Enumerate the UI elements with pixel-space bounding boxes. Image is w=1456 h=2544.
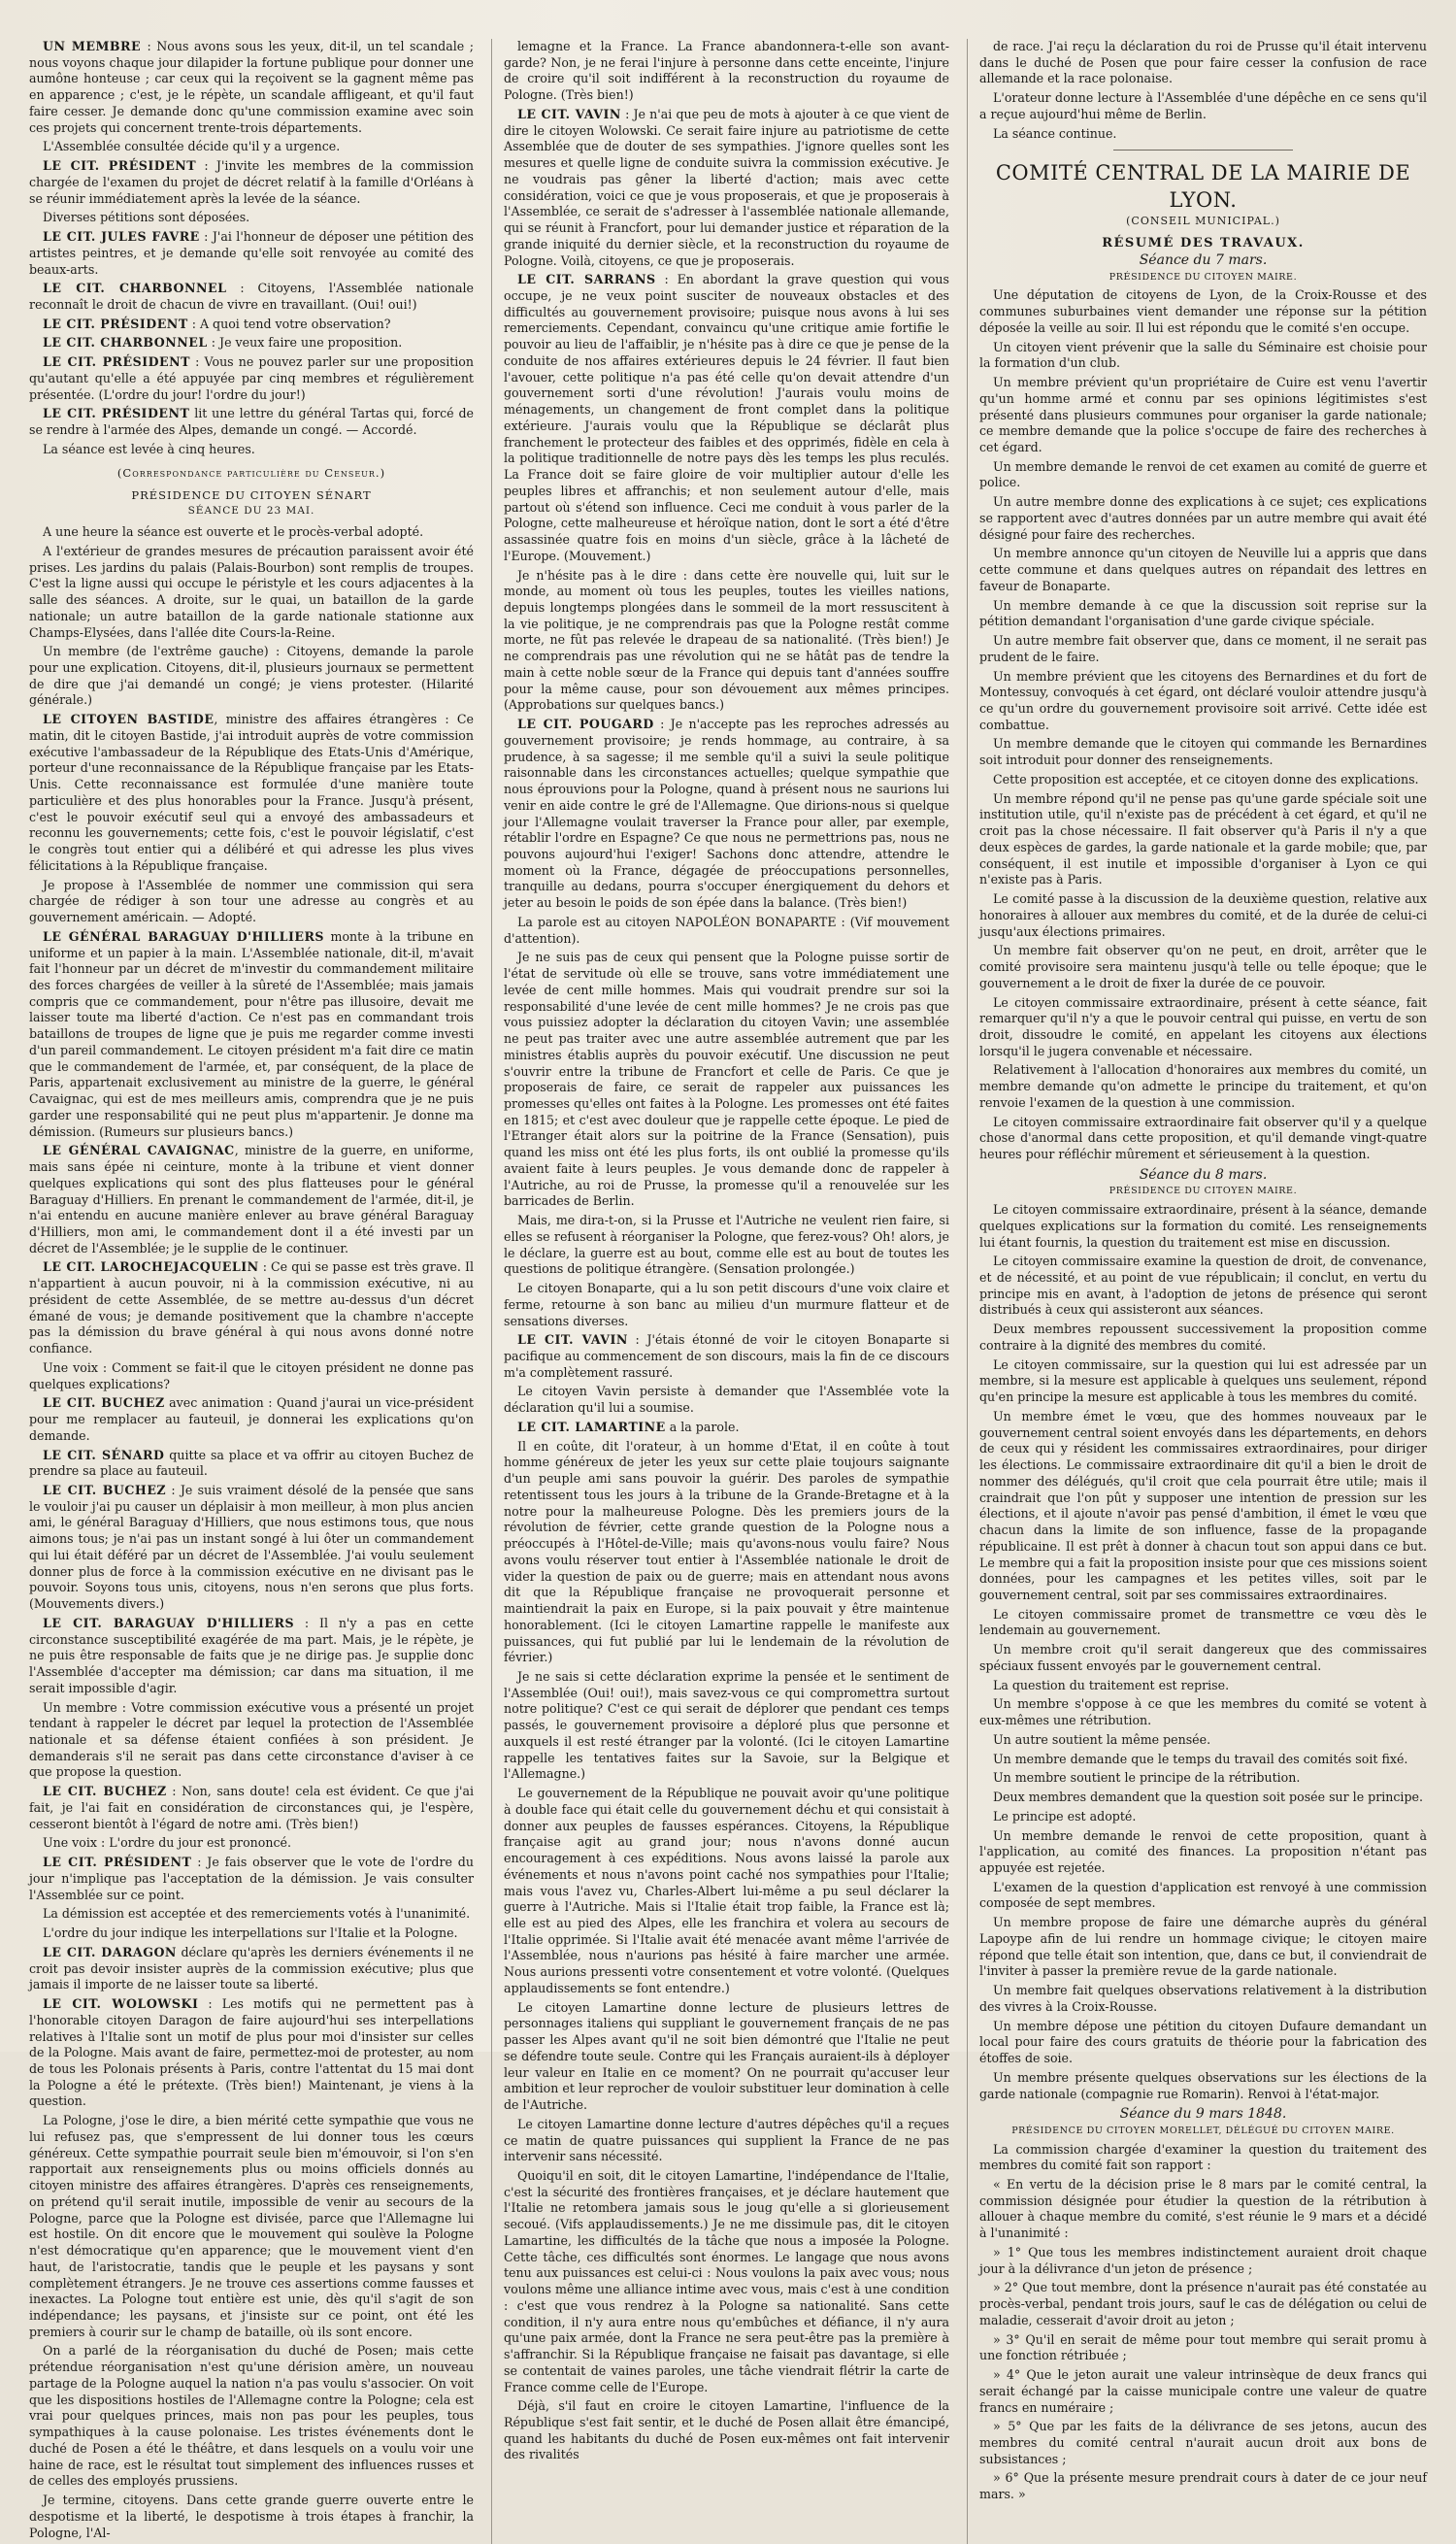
paragraph: La Pologne, j'ose le dire, a bien mérité cette sympathie que vous ne lui refusez pas, que s'empressent de lui donner tous les cœurs généreux. Cette sympathie pourrait seule bien m'émouvoir, si l'on s'en rapportait aux renseignements plus ou moins officiels donnés au citoyen ministre des affaires étrangères. D'après ces renseignements, on prétend qu'il serait inutile, impossible de venir au secours de la Pologne, parce que la Pologne est divisée, parce que l'Allemagne lui est hostile. On dit encore que le mouvement qui soulève la Pologne n'est démocratique qu'en apparence; que le mouvement vient d'en haut, de l'aristocratie, tandis que le peuple et les paysans y sont complètement étrangers. Je ne trouve ces assertions comme fausses et inexactes. La Pologne tout entière est unie, dès qu'il s'agit de son indépendance; les paysans, et j'insiste sur ce point, ont été les premiers à courir sur le champ de bataille, où ils sont encore. (29, 2113, 474, 2339)
paragraph: lemagne et la France. La France abandonnera-t-elle son avant-garde? Non, je ne ferai l'injure à personne dans cette enceinte, l'injure de croire qu'il soit indifférent à la reconstruction du royaume de Pologne. (Très bien!) (504, 39, 949, 103)
paragraph: Le citoyen commissaire, sur la question qui lui est adressée par un membre, si la mesure est applicable à quelques uns seulement, répond qu'en principe la mesure est applicable à tous les membres du comité. (979, 1356, 1427, 1405)
col3-body3-paragraphs (979, 2142, 1427, 2503)
paragraph: Un membre (de l'extrême gauche) : Citoyens, demande la parole pour une explication. Citoyens, dit-il, plusieurs journaux se permettent de dire que j'ai demandé un congé; je viens protester. (Hilarité générale.) (29, 644, 474, 708)
resume-heading: RÉSUMÉ DES TRAVAUX. (1102, 235, 1305, 251)
paragraph: Un membre prévient que les citoyens des Bernardines et du fort de Montessuy, convoqués à cet égard, ont déclaré vouloir attendre jusqu'à ce qu'un ordre du gouvernement provisoire soit arrivé. Cette idée est combattue. (979, 668, 1427, 732)
paragraph: LE CIT. POUGARD : Je n'accepte pas les reproches adressés au gouvernement provisoire; je rends hommage, au contraire, à sa prudence, à sa sagesse; il me semble qu'il a suivi la seule politique raisonnable dans les circonstances actuelles; quelque sympathie que nous éprouvions pour la Pologne, quand à présent nous ne saurions lui venir en aide contre le gré de l'Allemagne. Que dirions-nous si quelque jour l'Allemagne voulait traverser la France pour aller, par exemple, rétablir l'ordre en Espagne? Ce que nous ne permettrions pas, nous ne pouvons aujourd'hui l'exiger! Sachons donc attendre, attendre le moment où la France, dégagée de préoccupations personnelles, tranquille au dedans, pourra s'occuper énergiquement du dehors et jeter au besoin le poids de son épée dans la balance. (Très bien!) (504, 717, 949, 911)
col3-top-paragraphs (979, 39, 1427, 142)
paragraph: Un membre demande que le citoyen qui commande les Bernardines soit introduit pour donner des renseignements. (979, 736, 1427, 768)
paragraph: L'Assemblée consultée décide qu'il y a urgence. (43, 139, 341, 154)
speaker-name: LE CIT. CHARBONNEL (43, 281, 227, 296)
paragraph: » 6° Que la présente mesure prendrait cours à dater de ce jour neuf mars. » (979, 2470, 1427, 2502)
paragraph: Le citoyen commissaire promet de transmettre ce vœu dès le lendemain au gouvernement. (979, 1606, 1427, 1638)
speaker-name: LE CIT. PRÉSIDENT (43, 354, 190, 370)
comite-title: COMITÉ CENTRAL DE LA MAIRIE DE LYON. (995, 161, 1411, 213)
paragraph: La question du traitement est reprise. (993, 1677, 1230, 1692)
paragraph: Le principe est adopté. (993, 1808, 1137, 1824)
paragraph: LE CIT. JULES FAVRE : J'ai l'honneur de déposer une pétition des artistes peintres, et je demande qu'elle soit renvoyée au comité des beaux-arts. (29, 229, 474, 277)
paragraph: Un autre soutient la même pensée. (993, 1731, 1211, 1747)
paragraph: LE CIT. SARRANS : En abordant la grave question qui vous occupe, je ne veux point susciter de nouveaux obstacles et des difficultés au gouvernement provisoire; puisque nous avons à lui ses remerciements. Cependant, convaincu qu'une critique amie fortifie le pouvoir au lieu de l'affaiblir, je n'hésite pas à dire ce que je pense de la conduite de nos affaires extérieures depuis le 24 février. Il faut bien l'avouer, cette politique n'a pas été celle qu'on devait attendre d'un gouvernement sorti d'une révolution! J'aurais voulu moins de ménagements, un changement de front complet dans la politique extérieure. J'aurais voulu que la République se déclarât plus franchement le protecteur des faibles et des opprimés, fidèle en cela à la politique traditionnelle de notre pays dès les temps les plus reculés. La France doit se faire gloire de voir multiplier autour d'elle les peuples libres et affranchis; et non seulement autour d'elle, mais partout où s'étend son influence. Ceci me conduit à vous parler de la Pologne, cette malheureuse et héroïque nation, dont le sort a été d'être assassinée quatre fois en moins d'un siècle, grâce à la lâcheté de l'Europe. (Mouvement.) (504, 272, 949, 563)
col2-body-paragraphs (504, 39, 949, 2463)
paragraph: L'orateur donne lecture à l'Assemblée d'une dépêche en ce sens qu'il a reçue aujourd'hui même de Berlin. (979, 90, 1427, 121)
speaker-name: LE CIT. BUCHEZ (43, 1784, 167, 1799)
paragraph: A une heure la séance est ouverte et le procès-verbal adopté. (43, 524, 424, 540)
speaker-name: LE CIT. POUGARD (517, 717, 654, 732)
speaker-name: LE CIT. CHARBONNEL (43, 335, 208, 351)
paragraph: Un membre demande à ce que la discussion soit reprise sur la pétition demandant l'organisation d'une garde civique spéciale. (979, 597, 1427, 629)
paragraph: LE CIT. PRÉSIDENT : Je fais observer que le vote de l'ordre du jour n'implique pas l'acceptation de la démission. Je vais consulter l'Assemblée sur ce point. (29, 1855, 474, 1902)
speaker-name: LE CIT. SARRANS (517, 272, 656, 287)
speaker-name: LE CIT. BUCHEZ (43, 1483, 167, 1497)
paragraph: » 5° Que par les faits de la délivrance de ses jetons, aucun des membres du comité central n'aurait aucun droit aux bons de subsistances ; (979, 2419, 1427, 2466)
paragraph: » 2° Que tout membre, dont la présence n'aurait pas été constatée au procès-verbal, pendant trois jours, sauf le cas de délégation ou celui de maladie, cesserait d'avoir droit au jeton ; (979, 2280, 1427, 2327)
paragraph: La séance est levée à cinq heures. (43, 441, 255, 456)
paragraph: LE CIT. PRÉSIDENT lit une lettre du général Tartas qui, forcé de se rendre à l'armée des Alpes, demande un congé. — Accordé. (29, 406, 474, 438)
paragraph: Une voix : Comment se fait-il que le citoyen président ne donne pas quelques explications? (29, 1359, 474, 1391)
paragraph: Le citoyen commissaire extraordinaire, présent à la séance, demande quelques explications sur la formation du comité. Les renseignements lui étant fournis, la question du traitement est mise en discussion. (979, 1202, 1427, 1250)
paragraph: Une députation de citoyens de Lyon, de la Croix-Rousse et des communes suburbaines vient demander une réponse sur la pétition déposée la veille au soir. Il lui est répondu que le comité s'en occupe. (979, 287, 1427, 335)
paragraph: Je ne sais si cette déclaration exprime la pensée et le sentiment de l'Assemblée (Oui! oui!), mais savez-vous ce qui compromettra surtout notre politique? C'est ce qui serait de déplorer que pendant ces temps passés, le gouvernement provisoire a déploré plus que personne et auxquels il est resté étranger par la volonté. (Ici le citoyen Lamartine rappelle les tentatives faites sur la Savoie, sur la Belgique et l'Allemagne.) (504, 1668, 949, 1782)
paragraph: Le citoyen Bonaparte, qui a lu son petit discours d'une voix claire et ferme, retourne à son banc au milieu d'un murmure flatteur et de sensations diverses. (504, 1281, 949, 1328)
paragraph: Un autre membre donne des explications à ce sujet; ces explications se rapportent avec d'autres données par un autre membre qui avait été désigné pour faire des recherches. (979, 494, 1427, 542)
paragraph: LE CIT. BARAGUAY D'HILLIERS : Il n'y a pas en cette circonstance susceptibilité exagérée de ma part. Mais, je le répète, je ne puis être responsable de faits que je ne dirige pas. Je supplie donc l'Assemblée d'accepter ma démission; car dans ma situation, il me serait impossible d'agir. (29, 1615, 474, 1695)
paragraph: Un membre demande le renvoi de cet examen au comité de guerre et police. (979, 458, 1427, 490)
speaker-name: LE GÉNÉRAL BARAGUAY D'HILLIERS (43, 928, 325, 944)
paragraph: Le comité passe à la discussion de la deuxième question, relative aux honoraires à allouer aux membres du comité, et de la durée de celui-ci jusqu'aux élections primaires. (979, 891, 1427, 939)
speaker-name: LE GÉNÉRAL CAVAIGNAC (43, 1143, 235, 1158)
presidence-heading: PRÉSIDENCE DU CITOYEN SÉNART (131, 487, 372, 502)
paragraph: Un membre demande le renvoi de cette proposition, quant à l'application, au comité des finances. La proposition n'étant pas appuyée est rejetée. (979, 1827, 1427, 1875)
paragraph: Mais, me dira-t-on, si la Prusse et l'Autriche ne veulent rien faire, si elles se refusent à réorganiser la Pologne, que ferez-vous? Oh! alors, je le déclare, la guerre est au bout, comme elle est au bout de toutes les questions de politique étrangère. (Sensation prolongée.) (504, 1213, 949, 1277)
paragraph: Un membre demande que le temps du travail des comités soit fixé. (993, 1751, 1408, 1766)
paragraph: Je propose à l'Assemblée de nommer une commission qui sera chargée de rédiger à son tour une adresse au congrès et au gouvernement américain. — Adopté. (29, 877, 474, 925)
paragraph: On a parlé de la réorganisation du duché de Posen; mais cette prétendue réorganisation n'est qu'une dérision amère, un nouveau partage de la Pologne auquel la nation n'a pas voulu s'associer. On voit que les dispositions hostiles de l'Allemagne contre la Pologne; cela est vrai pour quelques princes, mais non pas pour les peuples, tous sympathiques à la cause polonaise. Les tristes événements dont le duché de Posen a été le théâtre, et dans lesquels on a voulu voir une haine de race, est le résultat tout simplement des influences russes et de celles des employés prussiens. (29, 2343, 474, 2489)
speaker-name: LE CIT. PRÉSIDENT (43, 158, 197, 174)
paragraph: Un membre soutient le principe de la rétribution. (993, 1770, 1301, 1786)
paragraph: de race. J'ai reçu la déclaration du roi de Prusse qu'il était intervenu dans le duché de Posen que pour faire cesser la confusion de race allemande et la race polonaise. (979, 39, 1427, 86)
paragraph: Je ne suis pas de ceux qui pensent que la Pologne puisse sortir de l'état de servitude où elle se trouve, sans votre immédiatement une levée de cent mille hommes. Mais qui voudrait prendre sur soi la responsabilité d'une levée de cent mille hommes? Je ne crois pas que vous puissiez adopter la déclaration du citoyen Vavin; une assemblée ne peut pas traiter avec une autre assemblée autrement que par les ministres établis auprès du pouvoir exécutif. Une discussion ne peut s'ouvrir entre la tribune de Francfort et celle de Paris. Ce que je proposerais de faire, ce serait de rappeler aux puissances les promesses qu'elles ont faites à la Pologne. Les promesses ont été faites en 1815; et c'est avec douleur que je rappelle cette époque. Le pied de l'Etranger était alors sur la poitrine de la France (Sensation), puis quand les miss ont été les plus forts, ils ont oublié la promesse qu'ils avaient faite à leurs peuples. Je vous demande donc de rappeler à l'Autriche, au roi de Prusse, la promesse qu'il a renouvelée sur les barricades de Berlin. (504, 950, 949, 1209)
paragraph: Déjà, s'il faut en croire le citoyen Lamartine, l'influence de la République s'est fait sentir, et le duché de Posen allait être émancipé, quand les habitants du duché de Posen eux-mêmes ont fait intervenir des rivalités (504, 2398, 949, 2462)
paragraph: Le citoyen commissaire extraordinaire fait observer qu'il y a quelque chose d'anormal dans cette proposition, et qu'il demande vingt-quatre heures pour réfléchir mûrement et sérieusement à la question. (979, 1114, 1427, 1162)
speaker-name: UN MEMBRE (43, 39, 148, 53)
paragraph: LE CITOYEN BASTIDE, ministre des affaires étrangères : Ce matin, dit le citoyen Bastide, j'ai introduit auprès de votre commission exécutive l'ambassadeur de la République des Etats-Unis d'Amérique, porteur d'une reconnaissance de la République française par les Etats-Unis. Cette reconnaissance est formulée d'une manière toute particulière et des plus honorables pour la France. Jusqu'à présent, c'est le pouvoir exécutif seul qui a envoyé des ambassadeurs et reconnu les gouvernements; cette fois, c'est le pouvoir législatif, c'est le congrès tout entier qui a délibéré et qui adresse les plus vives félicitations à la République française. (29, 712, 475, 873)
paragraph: Un membre s'oppose à ce que les membres du comité se votent à eux-mêmes une rétribution. (979, 1696, 1427, 1728)
col1-top-paragraphs (29, 39, 474, 458)
paragraph: LE CIT. VAVIN : J'étais étonné de voir le citoyen Bonaparte si pacifique au commencement de son discours, mais la fin de ce discours m'a complètement rassuré. (504, 1332, 949, 1380)
paragraph: La démission est acceptée et des remerciements votés à l'unanimité. (43, 1906, 471, 1922)
paragraph: Je n'hésite pas à le dire : dans cette ère nouvelle qui, luit sur le monde, au moment où tous les peuples, toutes les vieilles nations, depuis longtemps plongées dans le sommeil de la mort ressuscitent à la vie politique, je ne comprendrais pas que la Pologne restât comme morte, ne fût pas relevée le drapeau de sa nationalité. (Très bien!) Je ne comprendrais pas une révolution qui ne se hâtât pas de tendre la main à cette noble sœur de la France qui depuis tant d'années souffre pour la même cause, pour son dévouement aux mêmes principes. (Approbations sur quelques bancs.) (504, 567, 949, 713)
paragraph: Le citoyen Lamartine donne lecture d'autres dépêches qu'il a reçues ce matin de quatre puissances qui supplient la France de ne pas intervenir sans nécessité. (504, 2116, 949, 2164)
paragraph: A l'extérieur de grandes mesures de précaution paraissent avoir été prises. Les jardins du palais (Palais-Bourbon) sont remplis de troupes. C'est la ligne aussi qui occupe le péristyle et les cours adjacentes à la salle des séances. A droite, sur le quai, un bataillon de la garde nationale; un autre bataillon de la garde nationale stationne aux Champs-Elysées, dans l'allée dite Cours-la-Reine. (29, 543, 474, 640)
speaker-name: LE CIT. VAVIN (517, 106, 621, 121)
paragraph: L'ordre du jour indique les interpellations sur l'Italie et la Pologne. (43, 1925, 458, 1941)
paragraph: Un membre prévient qu'un propriétaire de Cuire est venu l'avertir qu'un homme armé et connu par ses opinions légitimistes s'est présenté dans plusieurs communes pour organiser la garde nationale; ce membre demande que la police s'occupe de faire des recherches à cet égard. (979, 375, 1427, 454)
paragraph: LE CIT. DARAGON déclare qu'après les derniers événements il ne croit pas devoir insister auprès de la commission exécutive; plus que jamais il importe de ne laisser toute sa liberté. (29, 1944, 475, 1992)
paragraph: Il en coûte, dit l'orateur, à un homme d'Etat, il en coûte à tout homme généreux de jeter les yeux sur cette plaie toujours saignante d'un peuple ami sans pouvoir la guérir. Des paroles de sympathie retentissent tous les jours à la tribune de la Grande-Bretagne et à la notre pour la malheureuse Pologne. Dès les premiers jours de la révolution de février, cette grande question de la Pologne nous a préoccupés à l'Hôtel-de-Ville; mais qu'avons-nous voulu faire? Nous avons voulu réserver tout entier à l'Assemblée nationale le droit de vider la question de paix ou de guerre; mais en attendant nous avons dit que la République française ne provoquerait personne et maintiendrait la paix en Europe, si la paix pouvait y être maintenue honorablement. (Ici le citoyen Lamartine rappelle le manifeste aux puissances, qui fut publié par lui le lendemain de la révolution de février.) (504, 1438, 949, 1665)
paragraph: LE CIT. SÉNARD quitte sa place et va offrir au citoyen Buchez de prendre sa place au fauteuil. (29, 1447, 474, 1479)
presidence-1: PRÉSIDENCE DU CITOYEN MAIRE. (1109, 271, 1298, 283)
paragraph: LE GÉNÉRAL CAVAIGNAC, ministre de la guerre, en uniforme, mais sans épée ni ceinture, monte à la tribune et vient donner quelques explications qui sont des plus flatteuses pour le général Baraguay d'Hilliers. En prenant le commandement de l'armée, dit-il, je n'ai entendu en aucune manière enlever au brave général Baraguay d'Hilliers, mon ami, le commandement dont il a été investi par un décret de l'Assemblée; je le supplie de le continuer. (29, 1143, 474, 1255)
paragraph: LE CIT. LAMARTINE a la parole. (517, 1419, 740, 1434)
paragraph: » 1° Que tous les membres indistinctement auraient droit chaque jour à la délivrance d'un jeton de présence ; (979, 2244, 1427, 2276)
seance-heading: SÉANCE DU 23 MAI. (187, 505, 315, 518)
presidence-3: PRÉSIDENCE DU CITOYEN MORELLET, DÉLÉGUÉ DU CITOYEN MAIRE. (1011, 2125, 1395, 2136)
correspondance-note: (Correspondance particulière du Censeur.) (116, 465, 386, 480)
paragraph: Le citoyen commissaire extraordinaire, présent à cette séance, fait remarquer qu'il n'y a que le pouvoir central qui puisse, en vertu de son droit, dissoudre le comité, en appelant les citoyens aux élections lorsqu'il le jugera convenable et nécessaire. (979, 994, 1427, 1058)
paragraph: LE CIT. WOLOWSKI : Les motifs qui ne permettent pas à l'honorable citoyen Daragon de faire aujourd'hui ses interpellations relatives à l'Italie sont un motif de plus pour moi d'insister sur celles de la Pologne. Mais avant de faire, permettez-moi de protester, au nom de tous les Polonais présents à Paris, contre l'attentat du 15 mai dont la Pologne a été le prétexte. (Très bien!) Maintenant, je viens à la question. (29, 1996, 474, 2109)
speaker-name: LE CIT. WOLOWSKI (43, 1996, 199, 2012)
paragraph: LE GÉNÉRAL BARAGUAY D'HILLIERS monte à la tribune en uniforme et un papier à la main. L'Assemblée nationale, dit-il, m'avait fait l'honneur par un décret de m'investir du commandement militaire des forces chargées de veiller à la sûreté de l'Assemblée; mais jamais compris que ce commandement, pour n'être pas illusoire, devait me laisser toute ma liberté d'action. Ce n'est pas en commandant trois bataillons de troupes de ligne que je puis me regarder comme investi d'un pareil commandement. Le citoyen président m'a fait dire ce matin que le commandement de l'armée, et, par conséquent, de la place de Paris, appartenait exclusivement au ministre de la guerre, le général Cavaignac, qui est de mes meilleurs amis, comprendra que je ne puis garder une responsabilité qui ne peut plus m'appartenir. Je donne ma démission. (Rumeurs sur plusieurs bancs.) (29, 928, 474, 1139)
speaker-name: LE CIT. BARAGUAY D'HILLIERS (43, 1615, 295, 1630)
paragraph: Un membre répond qu'il ne pense pas qu'une garde spéciale soit une institution utile, qu'il n'existe pas de précédent à cet égard, et qu'il ne croit pas la chose nécessaire. Il fait observer qu'à Paris il n'y a que deux espèces de gardes, la garde nationale et la garde mobile; que, par conséquent, il est inutile et impossible d'organiser à Lyon ce qui n'existe pas à Paris. (979, 790, 1427, 887)
paragraph: Le citoyen commissaire examine la question de droit, de convenance, et de nécessité, et au point de vue républicain; il conclut, en vertu du principe mis en avant, à l'adoption de jetons de présence qui seront distribués à ceux qui assisteront aux séances. (979, 1254, 1427, 1318)
paragraph: LE CIT. CHARBONNEL : Je veux faire une proposition. (43, 335, 403, 351)
paragraph: LE CIT. BUCHEZ : Non, sans doute! cela est évident. Ce que j'ai fait, je l'ai fait en considération de circonstances qui, je l'espère, cesseront bientôt à l'égard de notre ami. (Très bien!) (29, 1784, 474, 1831)
column-middle (491, 39, 949, 2544)
paragraph: Un membre dépose une pétition du citoyen Dufaure demandant un local pour faire des cours gratuits de théorie pour la fabrication des étoffes de soie. (979, 2018, 1427, 2066)
seance-date-2: Séance du 8 mars. (1139, 1166, 1268, 1183)
paragraph: Deux membres repoussent successivement la proposition comme contraire à la dignité des membres du comité. (979, 1322, 1427, 1353)
paragraph: Deux membres demandent que la question soit posée sur le principe. (993, 1790, 1423, 1805)
paragraph: Un membre croit qu'il serait dangereux que des commissaires spéciaux fussent envoyés par le gouvernement central. (979, 1642, 1427, 1673)
paragraph: Une voix : L'ordre du jour est prononcé. (43, 1835, 291, 1851)
paragraph: Un membre propose de faire une démarche auprès du général Lapoype afin de lui rendre un hommage civique; le citoyen maire répond que telle était son intention, que, dans ce but, il conviendrait de l'inviter à passer la première revue de la garde nationale. (979, 1915, 1427, 1979)
paragraph: La commission chargée d'examiner la question du traitement des membres du comité fait son rapport : (979, 2141, 1427, 2173)
paragraph: La parole est au citoyen NAPOLÉON BONAPARTE : (Vif mouvement d'attention). (504, 914, 949, 946)
paragraph: Un membre émet le vœu, que des hommes nouveaux par le gouvernement central soient envoyés dans les départements, en dehors de ceux qui y résident les commissaires extraordinaires, pour diriger les élections. Le commissaire extraordinaire dit qu'il a bien le droit de nommer des délégués, qu'il croit que cela pourrait être utile; mais il craindrait que l'on pût y supposer une intention de pression sur les élections, et il ajoute n'avoir pas pensé d'ambition, il émet le vœu que chacun dans la limite de son influence, fasse de la propagande républicaine. Il est prêt à donner à chacun tout son appui dans ce but. Le membre qui a fait la proposition insiste pour que ces missions soient données, pour les campagnes et les petites villes, soit par le gouvernement central, soit par ses commissaires extraordinaires. (979, 1408, 1427, 1602)
paragraph: Un membre : Votre commission exécutive vous a présenté un projet tendant à rappeler le décret par lequel la protection de l'Assemblée nationale et sa défense étaient confiées à son président. Je demanderais s'il ne serait pas dans cette circonstance d'aviser à ce que propose la question. (29, 1699, 474, 1780)
paragraph: Un autre membre fait observer que, dans ce moment, il ne serait pas prudent de le faire. (979, 633, 1427, 664)
speaker-name: LE CITOYEN BASTIDE (43, 712, 215, 727)
paragraph: LE CIT. BUCHEZ avec animation : Quand j'aurai un vice-président pour me remplacer au fauteuil, je donnerai les explications qu'on demande. (29, 1395, 474, 1443)
seance-date-1: Séance du 7 mars. (1139, 252, 1268, 269)
paragraph: Un membre fait observer qu'on ne peut, en droit, arrêter que le comité provisoire sera maintenu jusqu'à telle ou telle époque; que le gouvernement a le droit de fixer la durée de ce pouvoir. (979, 943, 1427, 990)
column-left (29, 39, 474, 2544)
paragraph: Un membre annonce qu'un citoyen de Neuville lui a appris que dans cette commune et dans quelques autres on répandait des lettres en faveur de Bonaparte. (979, 546, 1427, 593)
paragraph: LE CIT. BUCHEZ : Je suis vraiment désolé de la pensée que sans le vouloir j'ai pu causer un déplaisir à mon meilleur, à mon plus ancien ami, le général Baraguay d'Hilliers, que nous estimons tous, que nous aimons tous; je n'ai pas un instant songé à lui ôter un commandement qui lui était déféré par un décret de l'Assemblée. J'ai voulu seulement donner plus de force à la commission exécutive en ne divisant pas le pouvoir. Soyons tous unis, citoyens, nous n'en serons que plus forts. (Mouvements divers.) (29, 1483, 474, 1612)
paragraph: UN MEMBRE : Nous avons sous les yeux, dit-il, un tel scandale ; nous voyons chaque jour dilapider la fortune publique pour donner une aumône honteuse ; car ceux qui la reçoivent se la gagnent même pas en apparence ; c'est, je le répète, un scandale affligeant, et qu'il faut faire cesser. Je demande donc qu'une commission examine avec soin ces projets qui concernent trente-trois départements. (29, 39, 475, 135)
speaker-name: LE CIT. LAMARTINE (517, 1419, 666, 1434)
speaker-name: LE CIT. JULES FAVRE (43, 229, 200, 245)
speaker-name: LE CIT. VAVIN (517, 1332, 628, 1348)
paragraph: Un membre présente quelques observations sur les élections de la garde nationale (compagnie rue Romarin). Renvoi à l'état-major. (979, 2069, 1427, 2101)
paragraph: LE CIT. PRÉSIDENT : J'invite les membres de la commission chargée de l'examen du projet de décret relatif à la famille d'Orléans à se réunir immédiatement après la levée de la séance. (29, 158, 474, 206)
paragraph: Un membre fait quelques observations relativement à la distribution des vivres à la Croix-Rousse. (979, 1983, 1427, 2014)
presidence-2: PRÉSIDENCE DU CITOYEN MAIRE. (1109, 1186, 1298, 1197)
speaker-name: LE CIT. PRÉSIDENT (43, 406, 190, 421)
paragraph: Relativement à l'allocation d'honoraires aux membres du comité, un membre demande qu'on admette le principe du traitement, et qu'on renvoie l'examen de la question à une commission. (979, 1062, 1427, 1110)
paragraph: LE CIT. PRÉSIDENT : A quoi tend votre observation? (43, 316, 391, 331)
paragraph: LE CIT. LAROCHEJACQUELIN : Ce qui se passe est très grave. Il n'appartient à aucun pouvoir, ni à la commission exécutive, ni au président de cette Assemblée, de se mettre au-dessus d'un décret émané de vous; je demande positivement que la chambre n'accepte pas la démission du brave général à qui nous avons donné notre confiance. (29, 1259, 474, 1356)
col1-body-paragraphs (29, 524, 474, 2541)
paragraph: Le citoyen Vavin persiste à demander que l'Assemblée vote la déclaration qu'il lui a soumise. (504, 1384, 949, 1416)
paragraph: » 4° Que le jeton aurait une valeur intrinsèque de deux francs qui serait échangé par la caisse municipale contre une valeur de quatre francs en numéraire ; (979, 2367, 1427, 2415)
speaker-name: LE CIT. BUCHEZ (43, 1395, 165, 1411)
speaker-name: LE CIT. LAROCHEJACQUELIN (43, 1259, 259, 1275)
column-right (967, 39, 1427, 2544)
paragraph: La séance continue. (993, 125, 1117, 141)
comite-subtitle: (CONSEIL MUNICIPAL.) (1126, 215, 1280, 228)
speaker-name: LE CIT. SÉNARD (43, 1447, 165, 1462)
section-divider (1113, 150, 1292, 151)
speaker-name: LE CIT. PRÉSIDENT (43, 1855, 192, 1870)
paragraph: » 3° Qu'il en serait de même pour tout membre qui serait promu à une fonction rétribuée ; (979, 2331, 1427, 2363)
speaker-name: LE CIT. PRÉSIDENT (43, 316, 188, 331)
paragraph: Un citoyen vient prévenir que la salle du Séminaire est choisie pour la formation d'un club. (979, 339, 1427, 371)
paragraph: Cette proposition est acceptée, et ce citoyen donne des explications. (993, 771, 1419, 787)
col3-body1-paragraphs (979, 287, 1427, 1162)
paragraph: Je termine, citoyens. Dans cette grande guerre ouverte entre le despotisme et la liberté, le despotisme à trois étapes à franchir, la Pologne, l'Al- (29, 2493, 474, 2540)
paragraph: Quoiqu'il en soit, dit le citoyen Lamartine, l'indépendance de l'Italie, c'est la sécurité des frontières françaises, et je déclare hautement que l'Italie ne retombera jamais sous le joug qu'elle a si glorieusement secoué. (Vifs applaudissements.) Je ne me dissimule pas, dit le citoyen Lamartine, les difficultés de la tâche que nous a imposée la Pologne. Cette tâche, ces difficultés sont énormes. Le langage que nous avons tenu aux puissances est celui-ci : Nous voulons la paix avec vous; nous voulons même une alliance intime avec vous, mais c'est à une condition : c'est que vous rendrez à la Pologne sa nationalité. Sans cette condition, il n'y aura entre nous qu'embûches et défiance, il n'y aura qu'une paix armée, dont la France ne sera peut-être pas la première à s'affranchir. Si la République française ne faisait pas davantage, si elle se contentait de vaines paroles, une tâche viendrait flétrir la carte de France comme celle de l'Europe. (504, 2168, 949, 2394)
paragraph: Le citoyen Lamartine donne lecture de plusieurs lettres de personnages italiens qui suppliant le gouvernement français de ne pas passer les Alpes avant qu'il ne soit bien démontré que l'Italie ne peut se défendre toute seule. Contre qui les Français auraient-ils à déployer leur valeur en Italie en ce moment? On ne pourrait qu'accuser leur ambition et leur reprocher de vouloir substituer leur domination à celle de l'Autriche. (504, 1999, 949, 2113)
paragraph: « En vertu de la décision prise le 8 mars par le comité central, la commission désignée pour étudier la question de la rétribution à allouer à chaque membre du comité, s'est réunie le 9 mars et a décidé à l'unanimité : (979, 2176, 1427, 2241)
paragraph: LE CIT. PRÉSIDENT : Vous ne pouvez parler sur une proposition qu'autant qu'elle a été appuyée par cinq membres et régulièrement présentée. (L'ordre du jour! l'ordre du jour!) (29, 354, 474, 402)
speaker-name: LE CIT. DARAGON (43, 1944, 177, 1959)
paragraph: Le gouvernement de la République ne pouvait avoir qu'une politique à double face qui était celle du gouvernement déchu et qui consistait à donner aux peuples de fausses espérances. Citoyens, la République française agit au grand jour; nous n'avons donné aucun encouragement à ces expéditions. Nous avons laissé la parole aux événements et nous n'avons point caché nos sympathies pour l'Italie; mais vous l'avez vu, Charles-Albert lui-même a pu seul déclarer la guerre à l'Autriche. Mais si l'Italie était trop faible, la France est là; elle est au pied des Alpes, elle les franchira et volera au secours de l'Italie opprimée. Si l'Italie avait été menacée avant même l'arrivée de l'Assemblée, nous n'aurions pas hésité à faire marcher une armée. Nous aurions pressenti votre consentement et votre volonté. (Quelques applaudissements se font entendre.) (504, 1786, 949, 1995)
page-columns (29, 39, 1427, 2540)
col3-body2-paragraphs (979, 1202, 1427, 2102)
seance-date-3: Séance du 9 mars 1848. (1119, 2106, 1287, 2123)
paragraph: LE CIT. CHARBONNEL : Citoyens, l'Assemblée nationale reconnaît le droit de chacun de vivre en travaillant. (Oui! oui!) (29, 281, 474, 313)
paragraph: Diverses pétitions sont déposées. (43, 210, 250, 225)
paragraph: L'examen de la question d'application est renvoyé à une commission composée de sept membres. (979, 1879, 1427, 1911)
paragraph: LE CIT. VAVIN : Je n'ai que peu de mots à ajouter à ce que vient de dire le citoyen Wolowski. Ce serait faire injure au patriotisme de cette Assemblée que de douter de ses sympathies. J'ignore quelles sont les mesures et quelle ligne de conduite suivra la commission exécutive. Je ne voudrais pas gêner la liberté d'action; mais avec cette considération, voici ce que je vous proposerais, et que je proposerais à l'Assemblée, ce serait de s'adresser à l'assemblée nationale allemande, qui se réunit à Francfort, pour lui demander justice et réparation de la grande iniquité du dernier siècle, et la reconstruction du royaume de Pologne. Voilà, citoyens, ce que je proposerais. (504, 106, 949, 268)
